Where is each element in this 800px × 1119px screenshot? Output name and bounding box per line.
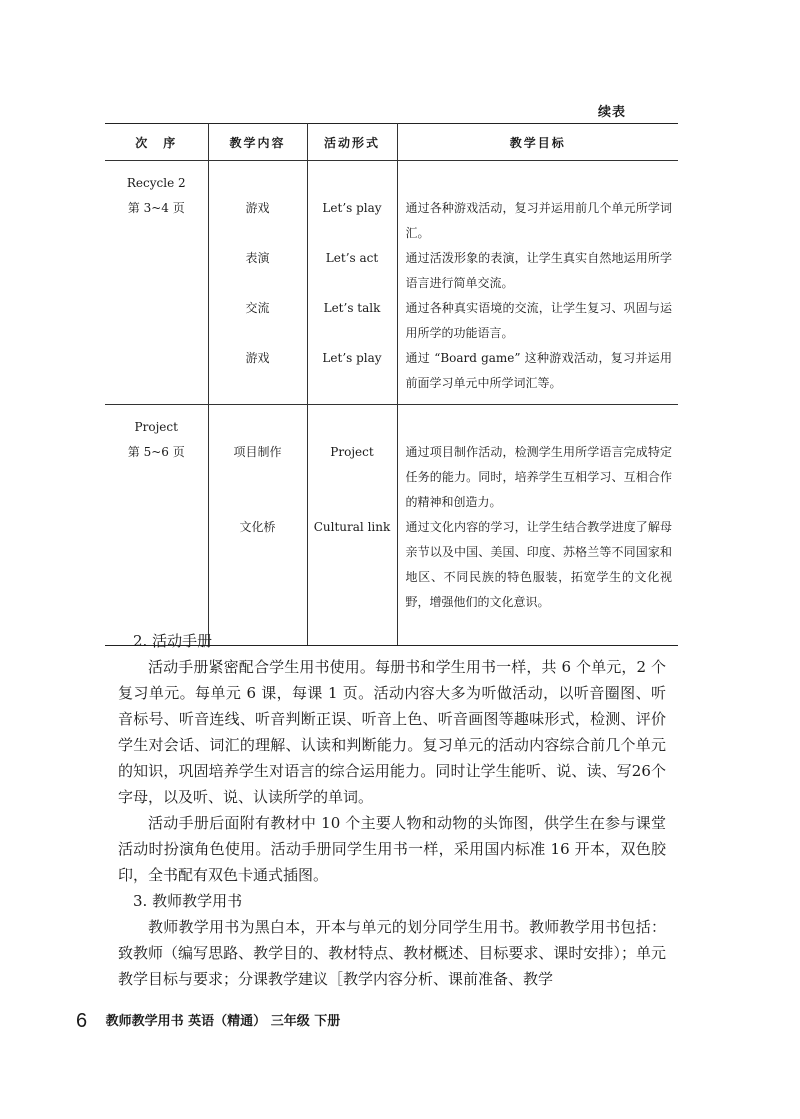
table-header-row bbox=[105, 124, 678, 161]
table-row bbox=[105, 161, 678, 247]
header-form: 活动形式 bbox=[307, 124, 397, 161]
form-cell: Cultural link bbox=[307, 515, 397, 646]
form-cell: Project bbox=[307, 405, 397, 516]
continued-label: 续表 bbox=[598, 105, 627, 120]
content-cell: 文化桥 bbox=[208, 515, 307, 646]
header-goal: 教学目标 bbox=[397, 124, 678, 161]
header-sequence: 次 序 bbox=[105, 124, 208, 161]
unit-cell bbox=[105, 405, 208, 646]
body-text bbox=[118, 628, 666, 992]
goal-cell: 通过 “Board game” 这种游戏活动，复习并运用前面学习单元中所学词汇等。 bbox=[397, 346, 678, 405]
header-content: 教学内容 bbox=[208, 124, 307, 161]
unit-cell bbox=[105, 161, 208, 405]
content-cell: 项目制作 bbox=[208, 405, 307, 516]
goal-cell: 通过各种真实语境的交流，让学生复习、巩固与运用所学的功能语言。 bbox=[397, 296, 678, 346]
goal-cell: 通过各种游戏活动，复习并运用前几个单元所学词汇。 bbox=[397, 161, 678, 247]
teaching-plan-table bbox=[105, 123, 678, 646]
paragraph: 活动手册紧密配合学生用书使用。每册书和学生用书一样，共 6 个单元，2 个复习单元。每单元 6 课，每课 1 页。活动内容大多为听做活动，以听音圈图、听音标号、听音连线、听音判断正误、听音上色、听音画图等趣味形式，检测、评价学生对会话、词汇的理解、认读和判断能力。复习单元的活动内容综合前几个单元的知识，巩固培养学生对语言的综合运用能力。同时让学生能听、说、读、写26个字母，以及听、说、认读所学的单词。 bbox=[118, 658, 666, 806]
content-cell: 表演 bbox=[208, 246, 307, 296]
unit-name: Project bbox=[134, 420, 178, 434]
goal-cell: 通过活泼形象的表演，让学生真实自然地运用所学语言进行简单交流。 bbox=[397, 246, 678, 296]
content-cell: 游戏 bbox=[208, 161, 307, 247]
goal-cell: 通过文化内容的学习，让学生结合教学进度了解母亲节以及中国、美国、印度、苏格兰等不同国家和地区、不同民族的特色服装，拓宽学生的文化视野，增强他们的文化意识。 bbox=[397, 515, 678, 646]
table-row bbox=[105, 405, 678, 516]
form-cell: Let’s play bbox=[307, 161, 397, 247]
content-cell: 游戏 bbox=[208, 346, 307, 405]
form-cell: Let’s talk bbox=[307, 296, 397, 346]
section-heading-teacher-book: 3. 教师教学用书 bbox=[133, 892, 243, 910]
content-cell: 交流 bbox=[208, 296, 307, 346]
page-footer bbox=[76, 1010, 340, 1033]
section-heading-activity-book: 2. 活动手册 bbox=[133, 632, 213, 650]
page-number: 6 bbox=[76, 1010, 88, 1032]
unit-pages: 第 3~4 页 bbox=[127, 201, 185, 215]
paragraph: 活动手册后面附有教材中 10 个主要人物和动物的头饰图，供学生在参与课堂活动时扮演角色使用。活动手册同学生用书一样，采用国内标准 16 开本，双色胶印，全书配有双色卡通式插图。 bbox=[118, 814, 666, 884]
paragraph: 教师教学用书为黑白本，开本与单元的划分同学生用书。教师教学用书包括：致教师（编写思路、教学目的、教材特点、教材概述、目标要求、课时安排）；单元教学目标与要求；分课教学建议［教学内容分析、课前准备、教学 bbox=[118, 918, 666, 988]
unit-name: Recycle 2 bbox=[126, 176, 186, 190]
form-cell: Let’s play bbox=[307, 346, 397, 405]
goal-cell: 通过项目制作活动，检测学生用所学语言完成特定任务的能力。同时，培养学生互相学习、互相合作的精神和创造力。 bbox=[397, 405, 678, 516]
unit-pages: 第 5~6 页 bbox=[127, 445, 185, 459]
form-cell: Let’s act bbox=[307, 246, 397, 296]
book-title: 教师教学用书 英语（精通） 三年级 下册 bbox=[105, 1014, 341, 1029]
